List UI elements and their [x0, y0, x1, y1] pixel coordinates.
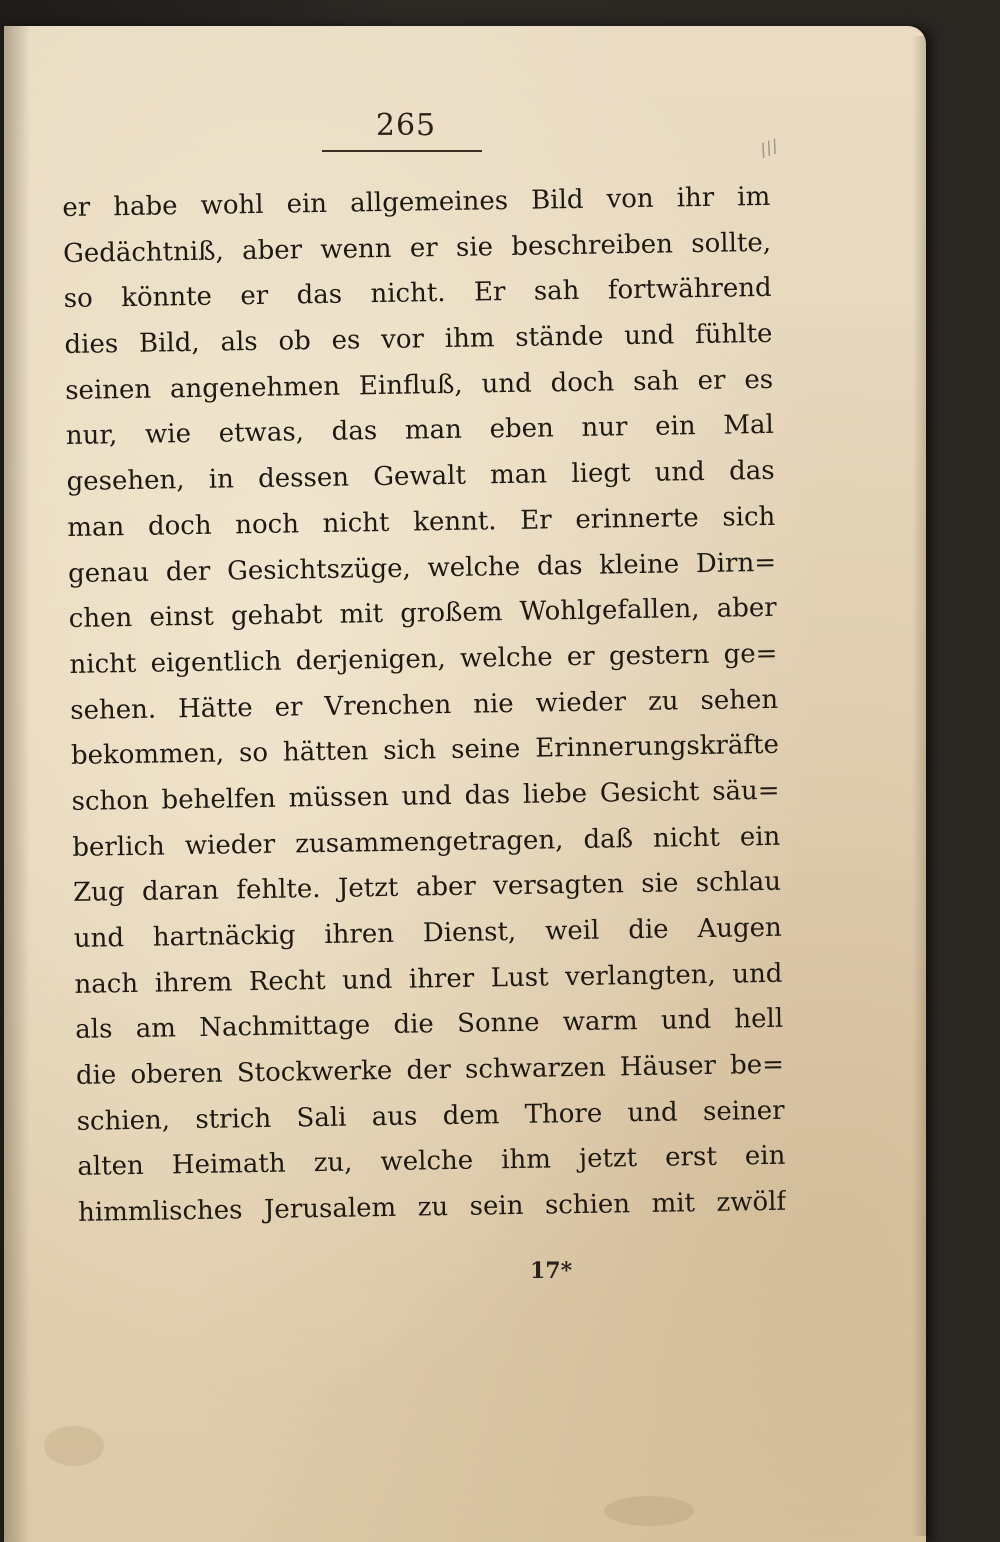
text-line: als am Nachmittage die Sonne warm und hell: [75, 1004, 784, 1046]
page-gutter-shadow: [4, 26, 30, 1542]
text-line: und hartnäckig ihren Dienst, weil die Augen: [73, 912, 782, 954]
text-line: berlich wieder zusammengetragen, daß nicht ein: [72, 821, 781, 863]
text-line: himmlisches Jerusalem zu sein schien mit zwölf: [77, 1186, 787, 1228]
text-line: seinen angenehmen Einfluß, und doch sah er es: [64, 364, 774, 406]
header-rule: [322, 150, 482, 152]
pencil-mark: ///: [756, 135, 782, 162]
text-line: sehen. Hätte er Vrenchen nie wieder zu sehen: [70, 684, 779, 726]
text-line: Gedächtniß, aber wenn er sie beschreiben sollte,: [62, 227, 772, 269]
text-line: die oberen Stockwerke der schwarzen Häuser be=: [75, 1049, 785, 1091]
paper-stain: [604, 1496, 694, 1526]
text-line: nicht eigentlich derjenigen, welche er gestern ge=: [69, 638, 778, 680]
text-line: bekommen, so hätten sich seine Erinnerungskräfte: [70, 730, 780, 772]
text-line: Zug daran fehlte. Jetzt aber versagten sie schlau: [72, 867, 782, 909]
text-line: so könnte er das nicht. Er sah fortwährend: [63, 273, 772, 315]
body-text: [62, 175, 786, 1237]
text-line: alten Heimath zu, welche ihm jetzt erst ein: [77, 1141, 786, 1183]
text-line: nach ihrem Recht und ihrer Lust verlangten, und: [74, 958, 783, 1000]
text-line: man doch noch nicht kennt. Er erinnerte sich: [67, 501, 776, 543]
text-line: nur, wie etwas, das man eben nur ein Mal: [65, 410, 775, 452]
text-line: dies Bild, als ob es vor ihm stände und fühlte: [64, 318, 773, 361]
page-edge-shadow: [912, 36, 926, 1536]
text-line: genau der Gesichtszüge, welche das kleine Dirn=: [67, 547, 777, 589]
text-line: chen einst gehabt mit großem Wohlgefallen, aber: [68, 593, 777, 635]
text-line: gesehen, in dessen Gewalt man liegt und das: [66, 455, 775, 498]
text-line: schon behelfen müssen und das liebe Gesicht säu=: [71, 775, 780, 817]
signature-mark: 17*: [530, 1258, 573, 1284]
paper-stain: [44, 1426, 104, 1466]
page-number: 265: [375, 108, 437, 143]
text-line: schien, strich Sali aus dem Thore und seiner: [76, 1095, 785, 1137]
text-line: er habe wohl ein allgemeines Bild von ihr im: [62, 181, 771, 223]
